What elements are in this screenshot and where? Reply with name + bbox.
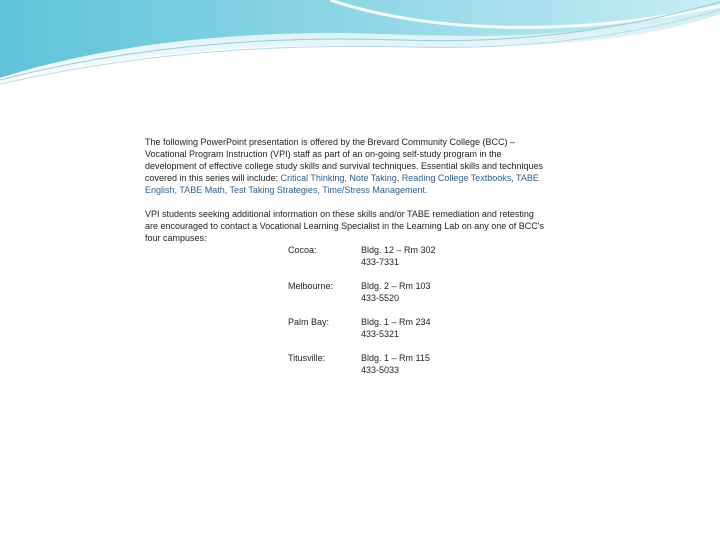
campus-building: Bldg. 1 – Rm 234 xyxy=(361,317,431,327)
campus-phone: 433-7331 xyxy=(361,257,400,267)
campus-phone: 433-5520 xyxy=(361,293,400,303)
campus-building: Bldg. 1 – Rm 115 xyxy=(361,353,430,363)
campus-phone: 433-5033 xyxy=(361,365,400,375)
campus-name: Melbourne: xyxy=(288,281,334,291)
campus-name: Palm Bay: xyxy=(288,317,330,327)
campus-building: Bldg. 12 – Rm 302 xyxy=(361,245,436,255)
campus-phone: 433-5321 xyxy=(361,329,400,339)
campus-row-palm-bay xyxy=(145,316,545,352)
campus-name: Titusville: xyxy=(288,353,326,363)
header-wave-decoration xyxy=(0,0,720,90)
intro-topics: Critical Thinking, Note Taking, Reading College Textbooks, TABE English, TABE Math, Test Taking Strategies, Time/Stress Management. xyxy=(145,173,539,195)
campus-list xyxy=(145,244,545,388)
intro-lead: The following PowerPoint presentation is offered by the Brevard Community College (BCC) – Vocational Program Instruction (VPI) staff as part of an on-going self-study program in the development of effective college study skills and survival techniques. Essential skills and techniques covered in this series will include: xyxy=(145,137,544,183)
campus-row-cocoa xyxy=(145,244,545,280)
contact-paragraph: VPI students seeking additional information on these skills and/or TABE remediation and retesting are encouraged to contact a Vocational Learning Specialist in the Learning Lab on any one of BCC's four campuses: xyxy=(145,209,544,243)
main-content xyxy=(145,136,545,388)
intro-paragraph xyxy=(145,136,545,196)
campus-row-melbourne xyxy=(145,280,545,316)
campus-building: Bldg. 2 – Rm 103 xyxy=(361,281,431,291)
campus-name: Cocoa: xyxy=(288,245,317,255)
campus-row-titusville xyxy=(145,352,545,388)
